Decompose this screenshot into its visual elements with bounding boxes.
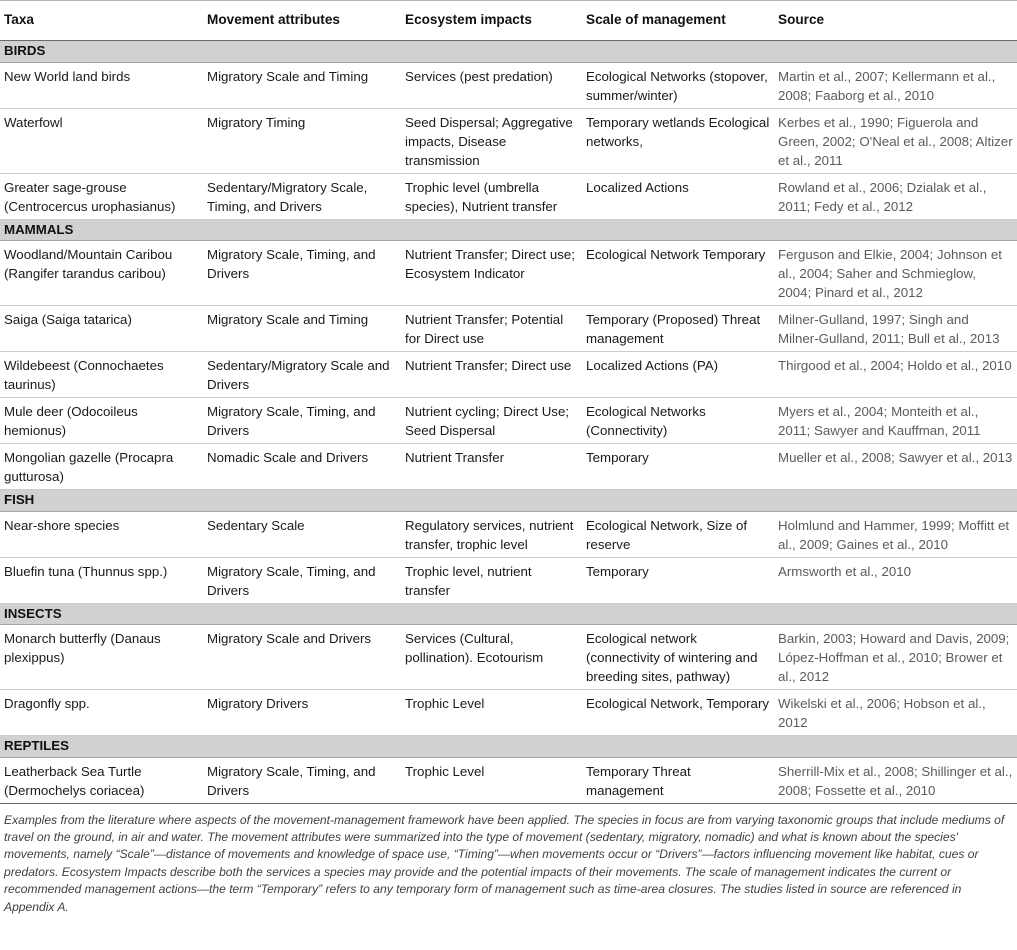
table-body bbox=[0, 41, 1017, 804]
impacts-cell: Nutrient cycling; Direct Use; Seed Dispersal bbox=[401, 398, 582, 444]
taxa-cell: Dragonfly spp. bbox=[0, 690, 203, 736]
table-row bbox=[0, 108, 1017, 173]
movement-cell: Migratory Timing bbox=[203, 108, 401, 173]
group-row bbox=[0, 490, 1017, 512]
header-source: Source bbox=[774, 1, 1017, 41]
source-cell: Barkin, 2003; Howard and Davis, 2009; López-Hoffman et al., 2010; Brower et al., 2012 bbox=[774, 625, 1017, 690]
management-cell: Temporary wetlands Ecological networks, bbox=[582, 108, 774, 173]
taxa-cell: Saiga (Saiga tatarica) bbox=[0, 306, 203, 352]
management-cell: Localized Actions (PA) bbox=[582, 352, 774, 398]
table-row bbox=[0, 62, 1017, 108]
impacts-cell: Nutrient Transfer; Direct use; Ecosystem Indicator bbox=[401, 241, 582, 306]
table-row bbox=[0, 511, 1017, 557]
management-cell: Ecological network (connectivity of wintering and breeding sites, pathway) bbox=[582, 625, 774, 690]
group-label: MAMMALS bbox=[0, 219, 1017, 241]
impacts-cell: Regulatory services, nutrient transfer, trophic level bbox=[401, 511, 582, 557]
source-cell: Martin et al., 2007; Kellermann et al., 2008; Faaborg et al., 2010 bbox=[774, 62, 1017, 108]
source-cell: Sherrill-Mix et al., 2008; Shillinger et al., 2008; Fossette et al., 2010 bbox=[774, 757, 1017, 803]
taxa-cell: Greater sage-grouse (Centrocercus urophasianus) bbox=[0, 173, 203, 219]
management-cell: Temporary Threat management bbox=[582, 757, 774, 803]
management-cell: Temporary bbox=[582, 557, 774, 603]
source-cell: Mueller et al., 2008; Sawyer et al., 2013 bbox=[774, 444, 1017, 490]
table-row bbox=[0, 625, 1017, 690]
movement-cell: Nomadic Scale and Drivers bbox=[203, 444, 401, 490]
movement-cell: Migratory Scale, Timing, and Drivers bbox=[203, 241, 401, 306]
table-row bbox=[0, 398, 1017, 444]
taxa-cell: Mongolian gazelle (Procapra gutturosa) bbox=[0, 444, 203, 490]
impacts-cell: Trophic level (umbrella species), Nutrient transfer bbox=[401, 173, 582, 219]
table-row bbox=[0, 444, 1017, 490]
movement-cell: Migratory Scale, Timing, and Drivers bbox=[203, 557, 401, 603]
movement-cell: Migratory Scale and Timing bbox=[203, 306, 401, 352]
group-label: BIRDS bbox=[0, 41, 1017, 63]
table-row bbox=[0, 557, 1017, 603]
impacts-cell: Trophic level, nutrient transfer bbox=[401, 557, 582, 603]
movement-cell: Migratory Drivers bbox=[203, 690, 401, 736]
management-cell: Localized Actions bbox=[582, 173, 774, 219]
header-row bbox=[0, 1, 1017, 41]
management-cell: Ecological Network, Size of reserve bbox=[582, 511, 774, 557]
table-header bbox=[0, 1, 1017, 41]
table-row bbox=[0, 757, 1017, 803]
impacts-cell: Trophic Level bbox=[401, 757, 582, 803]
management-cell: Ecological Network Temporary bbox=[582, 241, 774, 306]
source-cell: Thirgood et al., 2004; Holdo et al., 2010 bbox=[774, 352, 1017, 398]
source-cell: Wikelski et al., 2006; Hobson et al., 2012 bbox=[774, 690, 1017, 736]
movement-cell: Migratory Scale and Timing bbox=[203, 62, 401, 108]
impacts-cell: Nutrient Transfer; Direct use bbox=[401, 352, 582, 398]
source-cell: Holmlund and Hammer, 1999; Moffitt et al., 2009; Gaines et al., 2010 bbox=[774, 511, 1017, 557]
taxa-cell: Woodland/Mountain Caribou (Rangifer tarandus caribou) bbox=[0, 241, 203, 306]
group-label: FISH bbox=[0, 490, 1017, 512]
movement-cell: Migratory Scale, Timing, and Drivers bbox=[203, 757, 401, 803]
table-row bbox=[0, 306, 1017, 352]
impacts-cell: Services (Cultural, pollination). Ecotourism bbox=[401, 625, 582, 690]
taxa-cell: Waterfowl bbox=[0, 108, 203, 173]
group-row bbox=[0, 219, 1017, 241]
table-row bbox=[0, 241, 1017, 306]
movement-cell: Migratory Scale, Timing, and Drivers bbox=[203, 398, 401, 444]
impacts-cell: Nutrient Transfer bbox=[401, 444, 582, 490]
group-row bbox=[0, 41, 1017, 63]
source-cell: Rowland et al., 2006; Dzialak et al., 2011; Fedy et al., 2012 bbox=[774, 173, 1017, 219]
management-cell: Ecological Networks (Connectivity) bbox=[582, 398, 774, 444]
taxa-cell: Wildebeest (Connochaetes taurinus) bbox=[0, 352, 203, 398]
management-cell: Temporary (Proposed) Threat management bbox=[582, 306, 774, 352]
taxa-cell: Monarch butterfly (Danaus plexippus) bbox=[0, 625, 203, 690]
management-cell: Ecological Networks (stopover, summer/winter) bbox=[582, 62, 774, 108]
movement-cell: Migratory Scale and Drivers bbox=[203, 625, 401, 690]
taxa-cell: New World land birds bbox=[0, 62, 203, 108]
group-row bbox=[0, 603, 1017, 625]
impacts-cell: Seed Dispersal; Aggregative impacts, Disease transmission bbox=[401, 108, 582, 173]
management-cell: Temporary bbox=[582, 444, 774, 490]
source-cell: Myers et al., 2004; Monteith et al., 2011; Sawyer and Kauffman, 2011 bbox=[774, 398, 1017, 444]
movement-cell: Sedentary Scale bbox=[203, 511, 401, 557]
source-cell: Armsworth et al., 2010 bbox=[774, 557, 1017, 603]
taxa-cell: Bluefin tuna (Thunnus spp.) bbox=[0, 557, 203, 603]
header-ecosystem-impacts: Ecosystem impacts bbox=[401, 1, 582, 41]
taxa-cell: Near-shore species bbox=[0, 511, 203, 557]
table-caption: Examples from the literature where aspects of the movement-management framework have been applied. The species in focus are from varying taxonomic groups that include mediums of travel on the ground, in air and water. The movement attributes were summarized into the type of movement (sedentary, migratory, nomadic) and what is known about the species' movements, namely “Scale”—distance of movements and knowledge of space use, “Timing”—when movements occur or “Drivers”—factors influencing movement like habitat, cues or predators. Ecosystem Impacts describe both the services a species may provide and the potential impacts of their movements. The scale of management indicates the current or recommended management actions—the term “Temporary” refers to any temporary form of management such as time-area closures. The studies listed in source are referenced in Appendix A. bbox=[4, 812, 1005, 914]
table-row bbox=[0, 690, 1017, 736]
management-cell: Ecological Network, Temporary bbox=[582, 690, 774, 736]
taxa-cell: Leatherback Sea Turtle (Dermochelys coriacea) bbox=[0, 757, 203, 803]
table-row bbox=[0, 352, 1017, 398]
impacts-cell: Services (pest predation) bbox=[401, 62, 582, 108]
source-cell: Ferguson and Elkie, 2004; Johnson et al., 2004; Saher and Schmieglow, 2004; Pinard et al., 2012 bbox=[774, 241, 1017, 306]
group-label: INSECTS bbox=[0, 603, 1017, 625]
header-movement-attributes: Movement attributes bbox=[203, 1, 401, 41]
impacts-cell: Nutrient Transfer; Potential for Direct use bbox=[401, 306, 582, 352]
header-taxa: Taxa bbox=[0, 1, 203, 41]
header-scale-of-management: Scale of management bbox=[582, 1, 774, 41]
group-row bbox=[0, 736, 1017, 758]
table-row bbox=[0, 173, 1017, 219]
impacts-cell: Trophic Level bbox=[401, 690, 582, 736]
taxa-cell: Mule deer (Odocoileus hemionus) bbox=[0, 398, 203, 444]
group-label: REPTILES bbox=[0, 736, 1017, 758]
movement-cell: Sedentary/Migratory Scale, Timing, and Drivers bbox=[203, 173, 401, 219]
movement-cell: Sedentary/Migratory Scale and Drivers bbox=[203, 352, 401, 398]
source-cell: Kerbes et al., 1990; Figuerola and Green, 2002; O'Neal et al., 2008; Altizer et al., 2011 bbox=[774, 108, 1017, 173]
source-cell: Milner-Gulland, 1997; Singh and Milner-Gulland, 2011; Bull et al., 2013 bbox=[774, 306, 1017, 352]
